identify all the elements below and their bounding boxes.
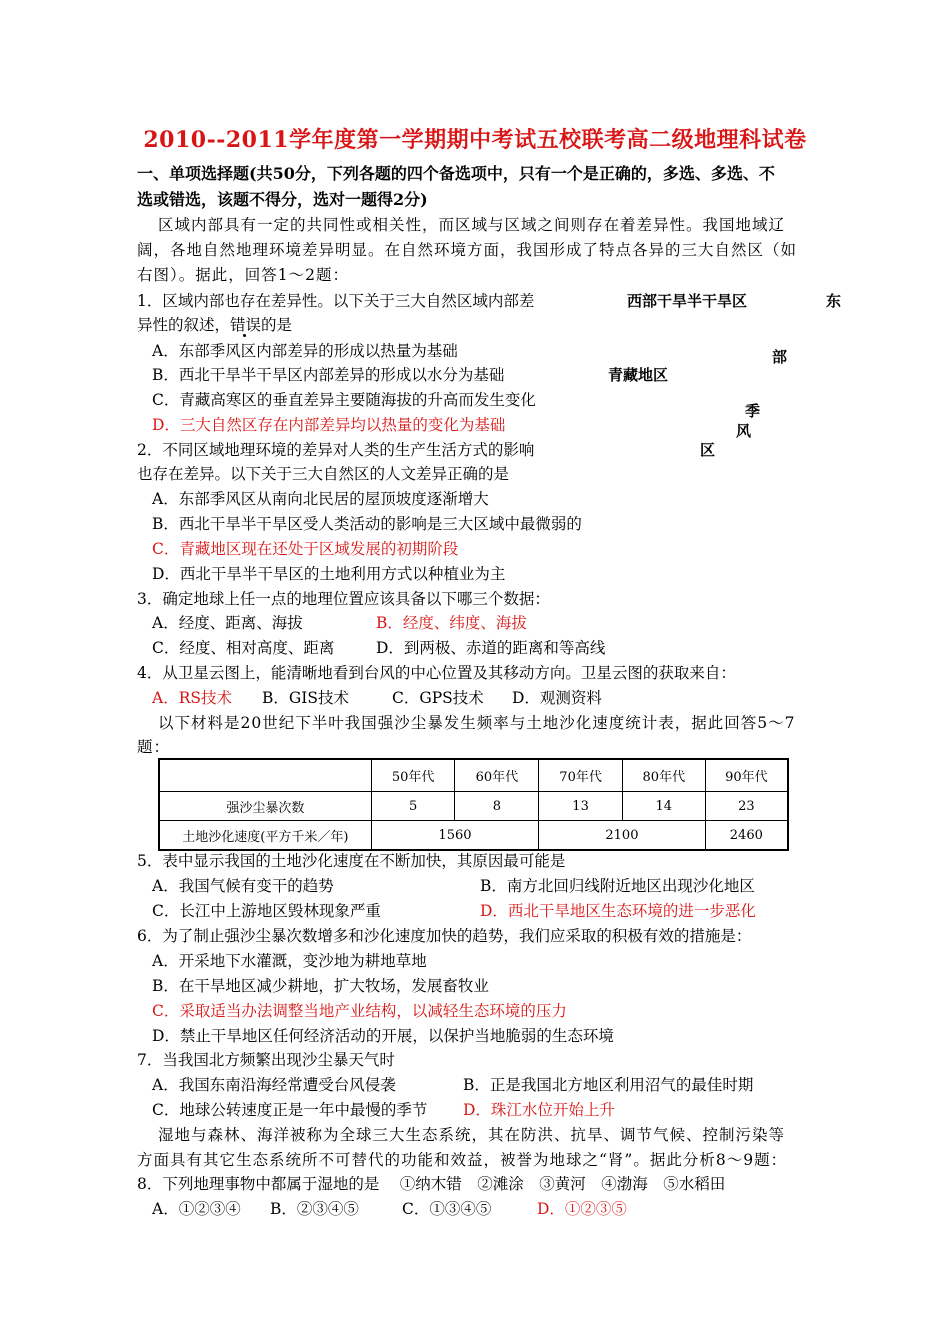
q1-stem-line2: 异性的叙述，错误的是: [137, 316, 293, 334]
q4-option-b: B．GIS技术: [262, 689, 350, 707]
table-row-label: 强沙尘暴次数: [159, 792, 371, 821]
q4-option-a-answer: A．RS技术: [152, 689, 232, 707]
map-label-qinghai-tibet: 青藏地区: [608, 366, 669, 384]
emphasis-dot: [243, 334, 246, 337]
q5-option-a: A．我国气候有变干的趋势: [152, 877, 334, 895]
q1-stem-line1: 1．区域内部也存在差异性。以下关于三大自然区域内部差: [137, 292, 535, 310]
section-heading-line2: 选或错选，该题不得分，选对一题得2分): [137, 190, 428, 209]
q7-option-a: A．我国东南沿海经常遭受台风侵袭: [152, 1076, 396, 1094]
table-cell: 14: [622, 792, 705, 821]
table-cell: 13: [539, 792, 623, 821]
sandstorm-table: [158, 758, 789, 851]
q6-option-b: B．在干旱地区减少耕地，扩大牧场，发展畜牧业: [152, 977, 489, 995]
q4-option-c: C．GPS技术: [392, 689, 484, 707]
q5-option-c: C．长江中上游地区毁林现象严重: [152, 902, 381, 920]
q6-stem: 6．为了制止强沙尘暴次数增多和沙化速度加快的趋势，我们应采取的积极有效的措施是：: [137, 927, 752, 945]
q3-option-a: A．经度、距离、海拔: [152, 614, 303, 632]
table-header-cell: 60年代: [455, 759, 539, 792]
q2-option-a: A．东部季风区从南向北民居的屋顶坡度逐渐增大: [152, 490, 489, 508]
q4-option-d: D．观测资料: [512, 689, 602, 707]
q5-option-d-answer: D．西北干旱地区生态环境的进一步恶化: [480, 902, 756, 920]
table-header-cell: 90年代: [705, 759, 788, 792]
q8-option-c: C．①③④⑤: [402, 1200, 492, 1218]
q6-option-a: A．开采地下水灌溉，变沙地为耕地草地: [152, 952, 427, 970]
map-label-east-5: 区: [700, 441, 716, 459]
intro2-line2: 题：: [137, 738, 171, 756]
q2-option-c-answer: C．青藏地区现在还处于区域发展的初期阶段: [152, 540, 459, 558]
table-cell: 5: [371, 792, 455, 821]
table-cell: 23: [705, 792, 788, 821]
intro1-line1: 区域内部具有一定的共同性或相关性，而区域与区域之间则存在着差异性。我国地域辽: [158, 216, 786, 234]
intro3-line1: 湿地与森林、海洋被称为全球三大生态系统，其在防洪、抗旱、调节气候、控制污染等: [158, 1126, 786, 1144]
q8-option-b: B．②③④⑤: [270, 1200, 359, 1218]
q2-stem-line1: 2．不同区域地理环境的差异对人类的生产生活方式的影响: [137, 441, 535, 459]
q3-stem: 3．确定地球上任一点的地理位置应该具备以下哪三个数据：: [137, 590, 550, 608]
q1-option-b: B．西北干旱半干旱区内部差异的形成以水分为基础: [152, 366, 505, 384]
q1-option-a: A．东部季风区内部差异的形成以热量为基础: [152, 342, 458, 360]
table-cell: 2100: [539, 821, 705, 851]
q7-option-b: B．正是我国北方地区利用沼气的最佳时期: [463, 1076, 754, 1094]
table-header-cell: 50年代: [371, 759, 455, 792]
q7-option-c: C．地球公转速度正是一年中最慢的季节: [152, 1101, 428, 1119]
table-header-cell: 80年代: [622, 759, 705, 792]
map-label-east-3: 季: [745, 402, 761, 420]
q8-stem: 8．下列地理事物中都属于湿地的是 ①纳木错 ②滩涂 ③黄河 ④渤海 ⑤水稻田: [137, 1175, 726, 1193]
map-label-east-4: 风: [736, 422, 752, 440]
table-row: [159, 792, 788, 821]
map-label-east-2: 部: [772, 348, 788, 366]
q5-stem: 5．表中显示我国的土地沙化速度在不断加快，其原因最可能是: [137, 852, 566, 870]
q2-stem-line2: 也存在差异。以下关于三大自然区的人文差异正确的是: [137, 465, 510, 483]
q8-option-d-answer: D．①②③⑤: [537, 1200, 627, 1218]
table-header-row: [159, 759, 788, 792]
q1-option-d-answer: D．三大自然区存在内部差异均以热量的变化为基础: [152, 416, 506, 434]
table-cell: 1560: [371, 821, 538, 851]
q6-option-d: D．禁止干旱地区任何经济活动的开展，以保护当地脆弱的生态环境: [152, 1027, 614, 1045]
intro2-line1: 以下材料是20世纪下半叶我国强沙尘暴发生频率与土地沙化速度统计表，据此回答5～7: [158, 714, 796, 732]
map-label-east-1: 东: [826, 292, 842, 310]
intro3-line2: 方面具有其它生态系统所不可替代的功能和效益，被誉为地球之“肾”。据此分析8～9题：: [137, 1151, 788, 1169]
table-cell: 8: [455, 792, 539, 821]
section-heading-line1: 一、单项选择题(共50分，下列各题的四个备选项中，只有一个是正确的，多选、多选、不: [137, 164, 775, 183]
q3-option-d: D．到两极、赤道的距离和等高线: [376, 639, 606, 657]
q6-option-c-answer: C．采取适当办法调整当地产业结构，以减轻生态环境的压力: [152, 1002, 567, 1020]
table-row-label: 土地沙化速度(平方千米／年): [159, 821, 371, 851]
q2-option-b: B．西北干旱半干旱区受人类活动的影响是三大区域中最微弱的: [152, 515, 582, 533]
q7-option-d-answer: D．珠江水位开始上升: [463, 1101, 615, 1119]
intro1-line3: 右图）。据此，回答1～2题：: [137, 266, 349, 284]
table-header-cell: 70年代: [539, 759, 623, 792]
exam-title: 2010--2011学年度第一学期期中考试五校联考高二级地理科试卷: [143, 127, 807, 153]
table-header-cell: [159, 759, 371, 792]
table-cell: 2460: [705, 821, 788, 851]
q3-option-c: C．经度、相对高度、距离: [152, 639, 335, 657]
map-label-northwest: 西部干旱半干旱区: [627, 292, 748, 310]
q3-option-b-answer: B．经度、纬度、海拔: [376, 614, 527, 632]
intro1-line2: 阔，各地自然地理环境差异明显。在自然环境方面，我国形成了特点各异的三大自然区（如: [137, 241, 798, 259]
table-row: [159, 821, 788, 851]
q2-option-d: D．西北干旱半干旱区的土地利用方式以种植业为主: [152, 565, 506, 583]
q1-option-c: C．青藏高寒区的垂直差异主要随海拔的升高而发生变化: [152, 391, 536, 409]
q5-option-b: B．南方北回归线附近地区出现沙化地区: [480, 877, 755, 895]
q4-stem: 4．从卫星云图上，能清晰地看到台风的中心位置及其移动方向。卫星云图的获取来自：: [137, 664, 736, 682]
q8-option-a: A．①②③④: [152, 1200, 241, 1218]
q7-stem: 7．当我国北方频繁出现沙尘暴天气时: [137, 1051, 395, 1069]
